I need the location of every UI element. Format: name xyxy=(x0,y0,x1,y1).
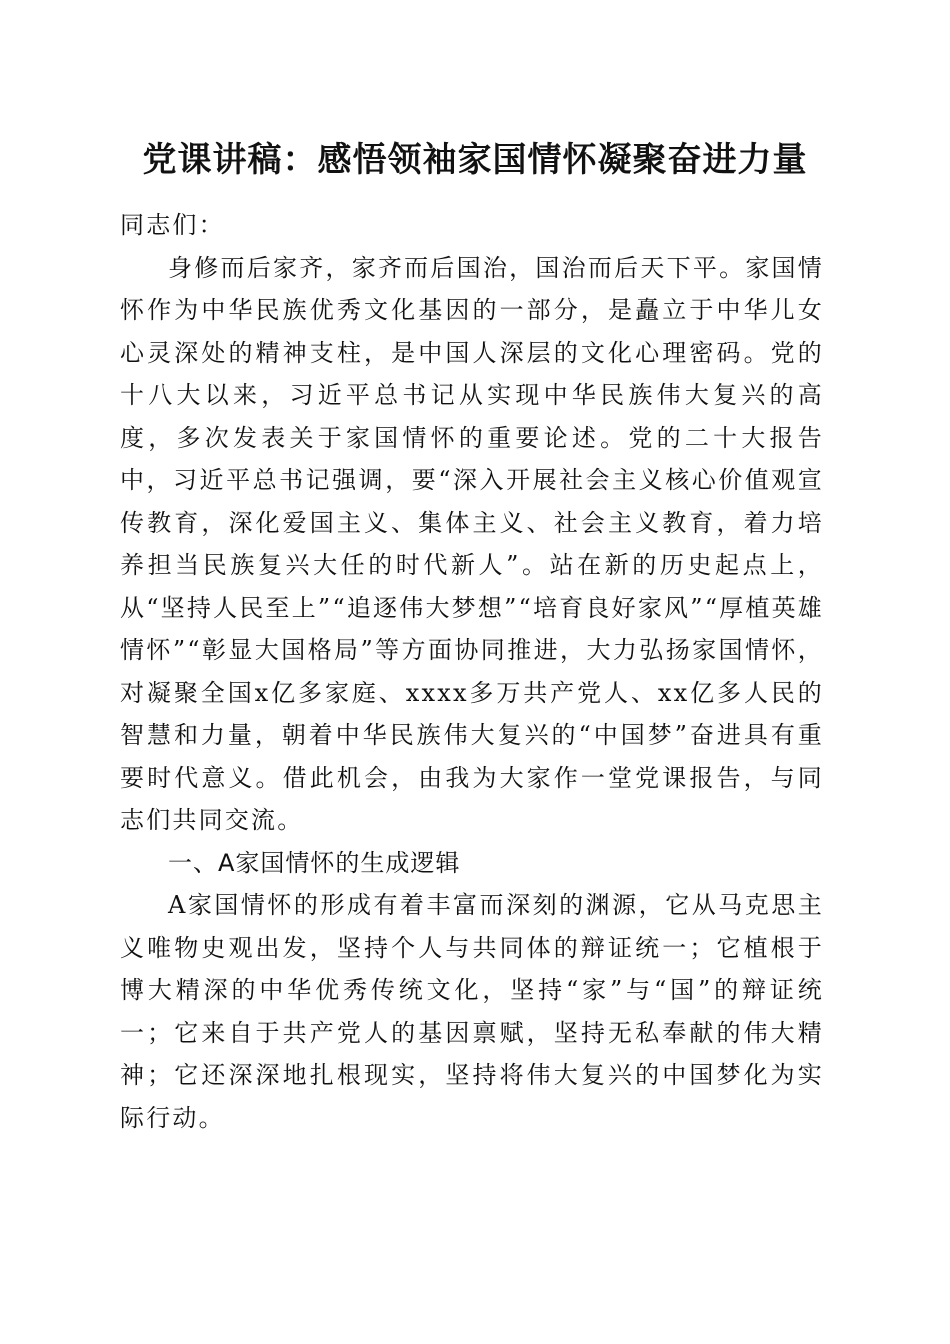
document-title: 党课讲稿：感悟领袖家国情怀凝聚奋进力量 xyxy=(142,140,808,180)
section-paragraph: A家国情怀的形成有着丰富而深刻的渊源，它从马克思主义唯物史观出发，坚持个人与共同体的辩证统一；它植根于博大精深的中华优秀传统文化，坚持“家”与“国”的辩证统一；它来自于共产党人的基因禀赋，坚持无私奉献的伟大精神；它还深深地扎根现实，坚持将伟大复兴的中国梦化为实际行动。 xyxy=(120,891,824,1132)
section-heading: 一、A家国情怀的生成逻辑 xyxy=(168,848,461,877)
document-body xyxy=(120,204,824,1139)
intro-paragraph: 身修而后家齐，家齐而后国治，国治而后天下平。家国情怀作为中华民族优秀文化基因的一部分，是矗立于中华儿女心灵深处的精神支柱，是中国人深层的文化心理密码。党的十八大以来，习近平总书记从实现中华民族伟大复兴的高度，多次发表关于家国情怀的重要论述。党的二十大报告中，习近平总书记强调，要“深入开展社会主义核心价值观宣传教育，深化爱国主义、集体主义、社会主义教育，着力培养担当民族复兴大任的时代新人”。站在新的历史起点上，从“坚持人民至上”“追逐伟大梦想”“培育良好家风”“厚植英雄情怀”“彰显大国格局”等方面协同推进，大力弘扬家国情怀，对凝聚全国x亿多家庭、xxxx多万共产党人、xx亿多人民的智慧和力量，朝着中华民族伟大复兴的“中国梦”奋进具有重要时代意义。借此机会，由我为大家作一堂党课报告，与同志们共同交流。 xyxy=(120,253,824,834)
salutation: 同志们： xyxy=(120,211,225,239)
